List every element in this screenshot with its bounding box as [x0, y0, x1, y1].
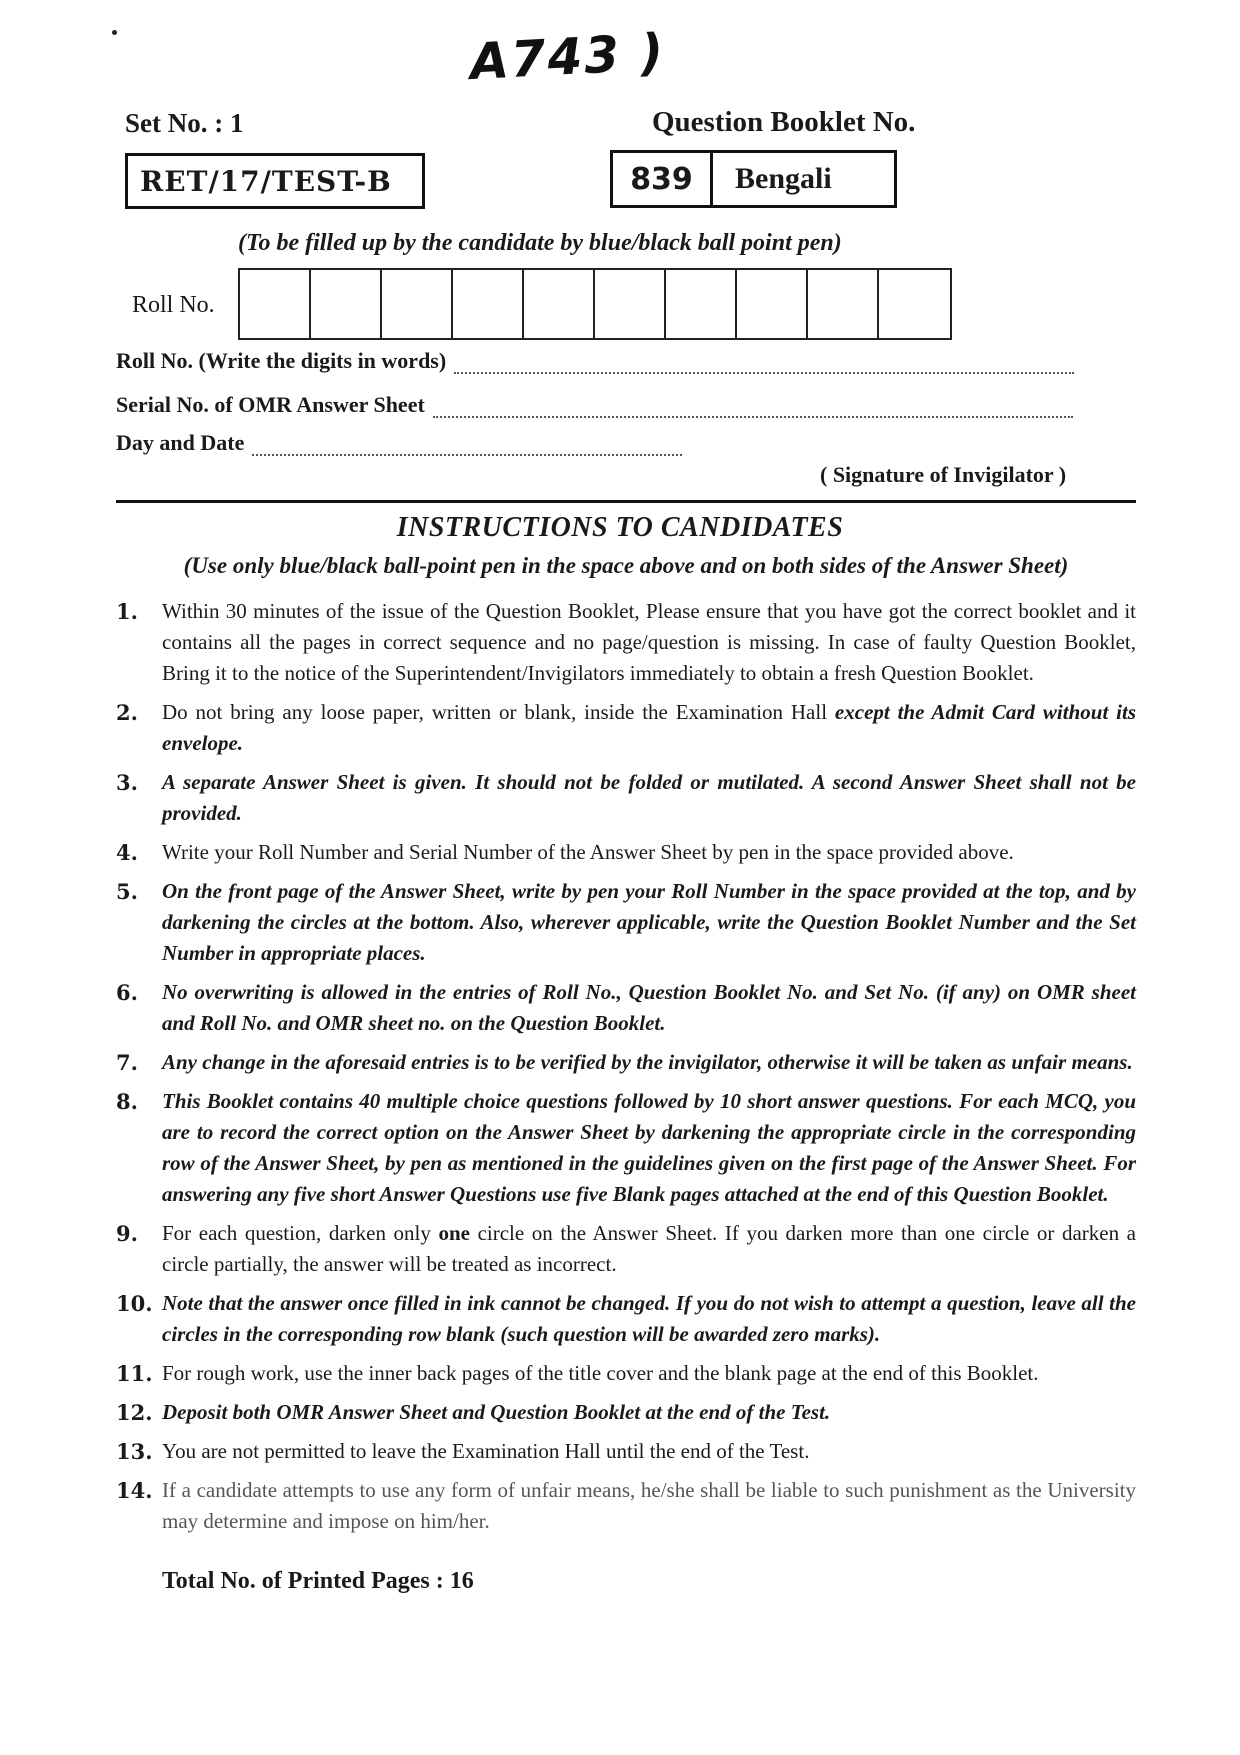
instruction-item — [116, 596, 1136, 689]
instruction-number: 6. — [116, 980, 138, 1005]
day-date-field — [116, 430, 682, 456]
instruction-number: 5. — [116, 879, 138, 904]
section-divider — [116, 500, 1136, 503]
instruction-number: 13. — [116, 1439, 153, 1464]
instruction-number: 14. — [116, 1478, 153, 1503]
instruction-number: 4. — [116, 840, 138, 865]
instruction-number: 2. — [116, 700, 138, 725]
instruction-number: 1. — [116, 599, 138, 624]
instruction-item — [116, 1086, 1136, 1210]
instruction-text: This Booklet contains 40 multiple choice questions followed by 10 short answer questions. For each MCQ, you are to record the correct option on the Answer Sheet by darkening the appropriate circle in the corresponding row of the Answer Sheet, by pen as mentioned in the guidelines given on the first page of the Answer Sheet. For answering any five short Answer Questions use five Blank pages attached at the end of this Question Booklet. — [162, 1089, 1136, 1206]
fill-instruction-note: (To be filled up by the candidate by blue/black ball point pen) — [238, 230, 842, 256]
instruction-text — [162, 697, 1136, 759]
stray-dot-mark — [112, 30, 117, 35]
instruction-item — [116, 1436, 1136, 1467]
instruction-text: Any change in the aforesaid entries is to be verified by the invigilator, otherwise it will be taken as unfair means. — [162, 1050, 1133, 1074]
instruction-text: For rough work, use the inner back pages of the title cover and the blank page at the end of this Booklet. — [162, 1361, 1039, 1385]
instruction-text: Deposit both OMR Answer Sheet and Question Booklet at the end of the Test. — [162, 1400, 831, 1424]
instruction-number: 3. — [116, 770, 138, 795]
instruction-item — [116, 1397, 1136, 1428]
roll-no-digit-box[interactable] — [382, 270, 453, 338]
instruction-text-strong: one — [438, 1221, 470, 1245]
roll-no-digit-box[interactable] — [879, 270, 950, 338]
instruction-text: On the front page of the Answer Sheet, write by pen your Roll Number in the space provided at the top, and by darkening the circles at the bottom. Also, wherever applicable, write the Question Booklet Number and the Set Number in appropriate places. — [162, 879, 1136, 965]
instruction-item — [116, 1475, 1136, 1537]
instruction-text: Note that the answer once filled in ink cannot be changed. If you do not wish to attempt a question, leave all the circles in the corresponding row blank (such question will be awarded zero marks). — [162, 1291, 1136, 1346]
instruction-text — [162, 1218, 1136, 1280]
booklet-number: 839 — [613, 153, 713, 205]
instruction-text-emphasis: except the Admit Card without its envelope. — [162, 700, 1136, 755]
roll-no-digit-box[interactable] — [524, 270, 595, 338]
roll-no-digit-box[interactable] — [240, 270, 311, 338]
booklet-number-box — [610, 150, 897, 208]
instruction-text: If a candidate attempts to use any form of unfair means, he/she shall be liable to such punishment as the University may determine and impose on him/her. — [162, 1478, 1136, 1533]
roll-no-digit-box[interactable] — [808, 270, 879, 338]
instruction-text: Within 30 minutes of the issue of the Question Booklet, Please ensure that you have got the correct booklet and it contains all the pages in correct sequence and no page/question is missing. In case of faulty Question Booklet, Bring it to the notice of the Superintendent/Invigilators immediately to obtain a fresh Question Booklet. — [162, 599, 1136, 685]
instruction-item — [116, 1358, 1136, 1389]
instruction-item — [116, 837, 1136, 868]
handwritten-annotation: A743 ) — [468, 22, 667, 92]
roll-no-digit-box[interactable] — [453, 270, 524, 338]
test-code: RET/17/TEST-B — [140, 164, 392, 198]
total-printed-pages: Total No. of Printed Pages : 16 — [162, 1568, 474, 1594]
booklet-language: Bengali — [735, 162, 832, 195]
instructions-subtitle: (Use only blue/black ball-point pen in the space above and on both sides of the Answer Sheet) — [183, 553, 1069, 578]
roll-no-words-field — [116, 348, 1074, 374]
test-code-box — [125, 153, 425, 209]
omr-serial-field — [116, 392, 1073, 418]
instructions-list — [116, 596, 1136, 1545]
roll-no-words-line[interactable] — [454, 354, 1074, 374]
instruction-item — [116, 1288, 1136, 1350]
instruction-number: 9. — [116, 1221, 138, 1246]
instruction-text: You are not permitted to leave the Examination Hall until the end of the Test. — [162, 1439, 810, 1463]
omr-serial-line[interactable] — [433, 398, 1073, 418]
instruction-item — [116, 876, 1136, 969]
invigilator-signature-label: ( Signature of Invigilator ) — [820, 462, 1067, 487]
instruction-text-plain: Do not bring any loose paper, written or blank, inside the Examination Hall — [162, 700, 828, 724]
roll-no-digit-box[interactable] — [311, 270, 382, 338]
instruction-number: 8. — [116, 1089, 138, 1114]
instruction-item — [116, 1218, 1136, 1280]
omr-serial-label: Serial No. of OMR Answer Sheet — [116, 392, 425, 417]
question-booklet-label: Question Booklet No. — [652, 106, 916, 138]
set-number: Set No. : 1 — [125, 108, 244, 138]
instruction-number: 7. — [116, 1050, 138, 1075]
instruction-text: Write your Roll Number and Serial Number of the Answer Sheet by pen in the space provided above. — [162, 840, 1014, 864]
instruction-text-plain: circle on the Answer Sheet. If you darken more than one circle or darken a circle partially, the answer will be treated as incorrect. — [162, 1221, 1136, 1276]
instruction-text-plain: For each question, darken only — [162, 1221, 431, 1245]
roll-no-words-label: Roll No. (Write the digits in words) — [116, 348, 447, 373]
instruction-item — [116, 697, 1136, 759]
instruction-text: A separate Answer Sheet is given. It should not be folded or mutilated. A second Answer Sheet shall not be provided. — [162, 770, 1136, 825]
roll-no-grid — [238, 268, 952, 340]
roll-no-digit-box[interactable] — [737, 270, 808, 338]
day-date-line[interactable] — [252, 436, 682, 456]
instruction-number: 11. — [116, 1361, 153, 1386]
instruction-number: 10. — [116, 1291, 153, 1316]
instruction-item — [116, 767, 1136, 829]
instructions-title: INSTRUCTIONS TO CANDIDATES — [396, 512, 844, 543]
instruction-item — [116, 1047, 1136, 1078]
instruction-text: No overwriting is allowed in the entries of Roll No., Question Booklet No. and Set No. (if any) on OMR sheet and Roll No. and OMR sheet no. on the Question Booklet. — [162, 980, 1136, 1035]
instruction-item — [116, 977, 1136, 1039]
roll-no-digit-box[interactable] — [595, 270, 666, 338]
roll-no-label: Roll No. — [132, 292, 215, 318]
roll-no-digit-box[interactable] — [666, 270, 737, 338]
day-date-label: Day and Date — [116, 430, 245, 455]
instruction-number: 12. — [116, 1400, 153, 1425]
